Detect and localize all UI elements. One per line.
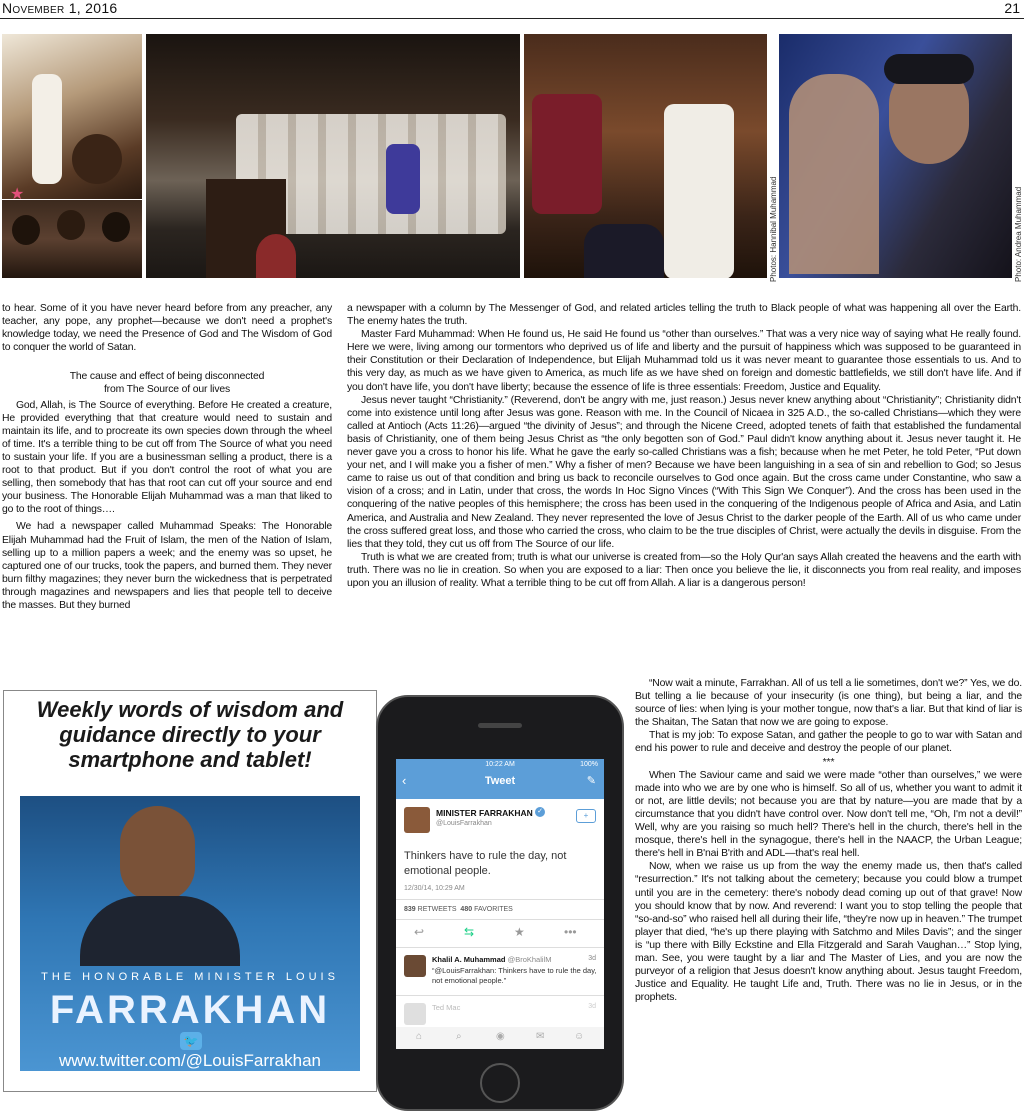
retweet-label: RETWEETS — [417, 906, 457, 913]
screen-title: Tweet — [484, 775, 516, 787]
tweet-text: Thinkers have to rule the day, not emotional people. — [404, 850, 567, 877]
reply-avatar[interactable] — [404, 955, 426, 977]
divider — [396, 947, 604, 948]
ad-tagline: Weekly words of wisdom and guidance directly to your smartphone and tablet! — [36, 697, 344, 772]
article-paragraph: We had a newspaper called Muhammad Speaks: The Honorable Elijah Muhammad had the Fruit of Islam, the men of the Nation of Islam, selling up to a million papers a week; and the enemy was so upset, he captured one of our trucks, took the papers, and burned them. They never burn filthy magazines; they never burn the wickedness that is perpetrated through magazines and newspapers and lies that people tell to deceive the masses. But they burned — [2, 521, 332, 611]
photo-audience-raised-hand — [2, 34, 142, 199]
subheading-line-1: The cause and effect of being disconnected — [69, 371, 265, 383]
home-icon[interactable]: ⌂ — [416, 1031, 423, 1042]
photo-audience-front-row — [2, 200, 142, 278]
subheading-line-2: from The Source of our lives — [103, 384, 231, 396]
smartphone-mockup — [376, 695, 624, 1111]
verified-icon: ✓ — [535, 807, 545, 817]
retweet-count: 839 — [404, 906, 416, 913]
reply-author[interactable]: Khalil A. Muhammad — [432, 955, 506, 964]
twitter-bird-icon: 🐦 — [180, 1032, 202, 1050]
status-battery: 100% — [580, 761, 598, 768]
reply2-age: 3d — [588, 1003, 596, 1010]
article-paragraph: “Now wait a minute, Farrakhan. All of us tell a lie sometimes, don't we?” Yes, we do. But telling a lie because of your insecurity (is one thing), but being a liar, and the source of lies: when lying is your mother tongue, now that's a liar. But that kind of liar is the Shaitan, The Satan that now we are going to expose. — [635, 678, 1022, 729]
divider — [396, 995, 604, 996]
article-paragraph: Master Fard Muhammad: When He found us, He said He found us “other than ourselves.” That was a very nice way of saying what He really found. Here we were, living among our tormentors who deprived us of life and liberty and the pursuit of happiness which was supposed to be guaranteed in their Constitution or their Declaration of Independence, but Elijah Muhammad told us it was never meant to guarantee those essentials to us. And to this very day, as much as we have given to America, as much life as we have shed on foreign and domestic battlefields, we still don't have life. And if you don't have life, you don't have liberty; because the essence of life is three essentials: Freedom, Justice and Equality. — [347, 329, 1021, 393]
compose-icon[interactable]: ✎ — [586, 775, 596, 787]
tweet-timestamp: 12/30/14, 10:29 AM — [404, 885, 465, 892]
reply-header — [432, 955, 551, 964]
portrait-face — [120, 806, 195, 901]
section-break: *** — [822, 756, 835, 768]
issue-date: November 1, 2016 — [2, 0, 118, 16]
twitter-navbar — [396, 759, 604, 799]
star-icon: ★ — [10, 186, 25, 199]
divider — [396, 919, 604, 920]
reply-text: “@LouisFarrakhan: Thinkers have to rule the day, not emotional people.” — [432, 966, 597, 985]
photo-credit-right: Photo: Andrea Muhammad — [1014, 186, 1023, 282]
photo-audience-closeup — [779, 34, 1012, 278]
back-chevron-icon[interactable]: ‹ — [402, 773, 407, 788]
article-column-3 — [635, 677, 1022, 1105]
portrait-suit — [80, 896, 240, 966]
ad-honorable-line: THE HONORABLE MINISTER LOUIS — [41, 971, 339, 983]
speaker-slot — [478, 723, 522, 728]
page-header — [0, 0, 1024, 19]
article-column-2 — [347, 302, 1021, 674]
ad-name: FARRAKHAN — [49, 988, 331, 1032]
photo-podium-stage — [146, 34, 520, 278]
twitter-advertisement — [3, 690, 377, 1092]
search-icon[interactable]: ⌕ — [456, 1031, 462, 1042]
article-paragraph: to hear. Some of it you have never heard before from any preacher, any teacher, any pope, any prophet—because we don't need a prophet's knowledge today, we need the Presence of God and The Wisdom of God to conquer the world of Satan. — [2, 303, 332, 354]
home-button[interactable] — [480, 1063, 520, 1103]
article-paragraph: When The Saviour came and said we were made “other than ourselves,” we were made into who we are by one who is himself. So all of us, whether you want to admit it or not, are little devils; not because you are that by nature—you are made that by a circumstance that you didn't have control over. Now don't tell me, “Oh, I'm not a devil!” Well, why are you raising so much hell? There's hell in the church, there's hell in the mosque, there's hell in the synagogue, there's hell in the NAACP, the Urban League; there's hell in B'nai B'rith and ADL—that's real hell. — [635, 769, 1022, 860]
bottom-toolbar — [396, 1027, 604, 1049]
photo-credit-left: Photos: Hannibal Muhammad — [769, 176, 778, 282]
phone-screen — [396, 759, 604, 1049]
article-paragraph: a newspaper with a column by The Messenger of God, and related articles telling the truth to Black people of what was happening all over the Earth. The enemy hates the truth. — [347, 303, 1021, 328]
reply-icon[interactable]: ↩ — [414, 925, 425, 939]
favorite-label: FAVORITES — [474, 906, 513, 913]
follow-icon[interactable]: + — [576, 809, 596, 823]
author-name[interactable]: MINISTER FARRAKHAN — [436, 808, 533, 818]
author-avatar[interactable] — [404, 807, 430, 833]
status-time: 10:22 AM — [485, 761, 515, 768]
favorite-count: 480 — [460, 906, 473, 913]
author-handle: @LouisFarrakhan — [436, 820, 492, 827]
article-paragraph: That is my job: To expose Satan, and gather the people to go to war with Satan and end his power to rule and deceive and destroy the people of our planet. — [635, 730, 1022, 755]
article-paragraph: Truth is what we are created from; truth is what our universe is created from—so the Holy Qur'an says Allah created the heavens and the earth with truth. There was no lie in creation. So when you are exposed to a liar: Then once you believe the lie, it disconnects you from real reality, and imposes upon you an illusion of reality. What a terrible thing to be cut off from Allah. A liar is a dangerous person! — [347, 551, 1021, 589]
favorite-star-icon[interactable]: ★ — [514, 925, 525, 939]
article-column-1 — [2, 302, 332, 677]
article-paragraph: Jesus never taught “Christianity.” (Reverend, don't be angry with me, just reason.) Jesus never knew anything about “Christianity”; Christianity didn't come into existence until long after Jesus was gone. Reason with me. In the Council of Nicaea in 325 A.D., the so-called Christians—which they were called at Antioch (Acts 11:26)—argued “the divinity of Jesus”; and through the Nicene Creed, adopted tenets of faith that established the fundamental basis of Christianity, one of them being Jesus Christ as “the only begotten son of God.” Paul didn't know anything about it. Jesus never taught it. He never gave you a cross to honor his life. What he gave the early so-called Christians was a fish; because when he met Peter, he told Peter, “Put down your net, and I will make you a fisher of men.” Why a fisher of men? Because we have been languishing in a sea of sin and rebellion to God; so Jesus came to raise us out of that condition and bring us back to reconcile ourselves to God once again. But the cross came under Constantine, who saw a vision of a cross; and in Latin, under that cross, the words In Hoc Signo Vinces (“With This Sign We Conquer”). And the cross has been used in the conquering of the native peoples of this hemisphere; the cross has been used in the conquering of the Indigenous people of Africa and Asia, and Latin America, and Australia and New Zealand. They never represented the love of Jesus Christ to the darker people of the Earth. All of us who came under the cross suffered great loss, and those who carried the cross, who claim to be the true disciples of Christ, were actually the devils in disguise. From the lies that they told, they cut us off from The Source of our life. — [347, 394, 1021, 550]
page-number: 21 — [1004, 0, 1020, 16]
retweet-icon[interactable]: ⇆ — [464, 925, 475, 939]
profile-icon[interactable]: ☺ — [574, 1031, 585, 1042]
article-paragraph: Now, when we raise us up from the way the enemy made us, then that's called “resurrection.” It's not talking about the cemetery; because you could blow a trumpet until you are in the cemetery: there's nobody dead coming up out of that grave! Now you should know that by now. And reverend: I want you to stop telling the people that “so-and-so” who raised hell all during their life, “they're now up in heaven.” The trumpet player that died, “he's up there playing with Satchmo and Miles Davis”; and the singer is “up there with Billy Eckstine and Ella Fitzgerald and Sarah Vaughan…” Stop lying, man. See, you were taught by a liar and The Master of Lies, and you are now the purveyor of a religion that Jesus doesn't know anything about. Jesus taught Freedom, Justice and Equality. He taught Life and, Truth. There was no lie in Jesus, or in the prophets. — [635, 861, 1022, 1004]
reply-age: 3d — [588, 955, 596, 962]
more-icon[interactable]: ••• — [564, 925, 577, 939]
article-paragraph: God, Allah, is The Source of everything. Before He created a creature, He provided everything that that creature would need to sustain and maintain its life, and to procreate its own species down through the wheel of time. It's a terrible thing to be cut off from The Source of what you need to sustain your life. If you are a businessman selling a product, there is a root to that product. But if you don't control the root of what you are selling, then somebody that has that root can cut off your source and end your business. The Honorable Elijah Muhammad was a man that liked to go to the root of things…. — [2, 399, 332, 516]
reply2-avatar[interactable] — [404, 1003, 426, 1025]
reply2-author[interactable]: Ted Mac — [432, 1003, 461, 1012]
tweet-actions — [396, 925, 604, 945]
notifications-icon[interactable]: ◉ — [496, 1031, 505, 1042]
reply-handle: @BroKhalilM — [507, 955, 552, 964]
tweet-stats — [404, 906, 513, 913]
divider — [396, 899, 604, 900]
minister-portrait — [20, 796, 360, 1071]
ad-url[interactable]: www.twitter.com/@LouisFarrakhan — [59, 1051, 321, 1070]
messages-icon[interactable]: ✉ — [536, 1031, 545, 1042]
photo-crowd-applauding — [524, 34, 767, 278]
